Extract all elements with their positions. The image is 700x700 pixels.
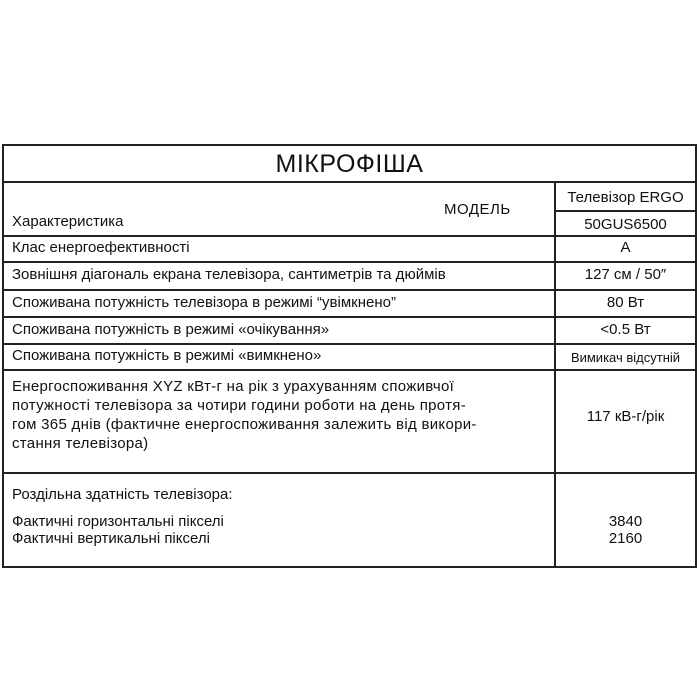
row-divider	[4, 472, 695, 474]
characteristic-label: Характеристика	[12, 213, 124, 230]
row-value-diagonal: 127 см / 50″	[584, 266, 667, 283]
row-label-energy-class: Клас енергоефективності	[12, 239, 190, 256]
row-value-power-on: 80 Вт	[606, 294, 645, 311]
energy-consumption-value: 117 кВ-г/рік	[586, 408, 665, 425]
energy-consumption-line-2: потужності телевізора за чотири години роботи на день протя-	[12, 397, 467, 414]
row-value-energy-class: A	[620, 239, 631, 256]
row-divider	[4, 369, 695, 371]
model-number: 50GUS6500	[584, 216, 667, 233]
product-name: Телевізор ERGO	[567, 189, 684, 206]
row-divider	[4, 316, 695, 318]
resolution-vertical-label: Фактичні вертикальні пікселі	[12, 530, 210, 547]
row-divider	[4, 235, 695, 237]
row-label-diagonal: Зовнішня діагональ екрана телевізора, сантиметрів та дюймів	[12, 266, 446, 283]
row-label-power-off: Споживана потужність в режимі «вимкнено»	[12, 347, 322, 364]
header-subdivider	[556, 210, 695, 212]
microfiche-table	[2, 144, 697, 568]
energy-consumption-line-3: гом 365 днів (фактичне енергоспоживання залежить від викори-	[12, 416, 477, 433]
row-value-power-off: Вимикач відсутній	[570, 350, 681, 365]
model-label: МОДЕЛЬ	[444, 201, 511, 218]
row-divider	[4, 343, 695, 345]
row-label-power-standby: Споживана потужність в режимі «очікування»	[12, 321, 330, 338]
resolution-horizontal-value: 3840	[608, 513, 643, 530]
row-label-power-on: Споживана потужність телевізора в режимі “увімкнено”	[12, 294, 396, 311]
energy-consumption-line-4: стання телевізора)	[12, 435, 149, 452]
row-divider	[4, 261, 695, 263]
resolution-heading: Роздільна здатність телевізора:	[12, 486, 233, 503]
row-value-power-standby: <0.5 Вт	[600, 321, 651, 338]
resolution-horizontal-label: Фактичні горизонтальні пікселі	[12, 513, 224, 530]
energy-consumption-line-1: Енергоспоживання XYZ кВт-г на рік з урахуванням споживчої	[12, 378, 455, 395]
table-title: МІКРОФІША	[4, 146, 695, 183]
row-divider	[4, 289, 695, 291]
resolution-vertical-value: 2160	[608, 530, 643, 547]
